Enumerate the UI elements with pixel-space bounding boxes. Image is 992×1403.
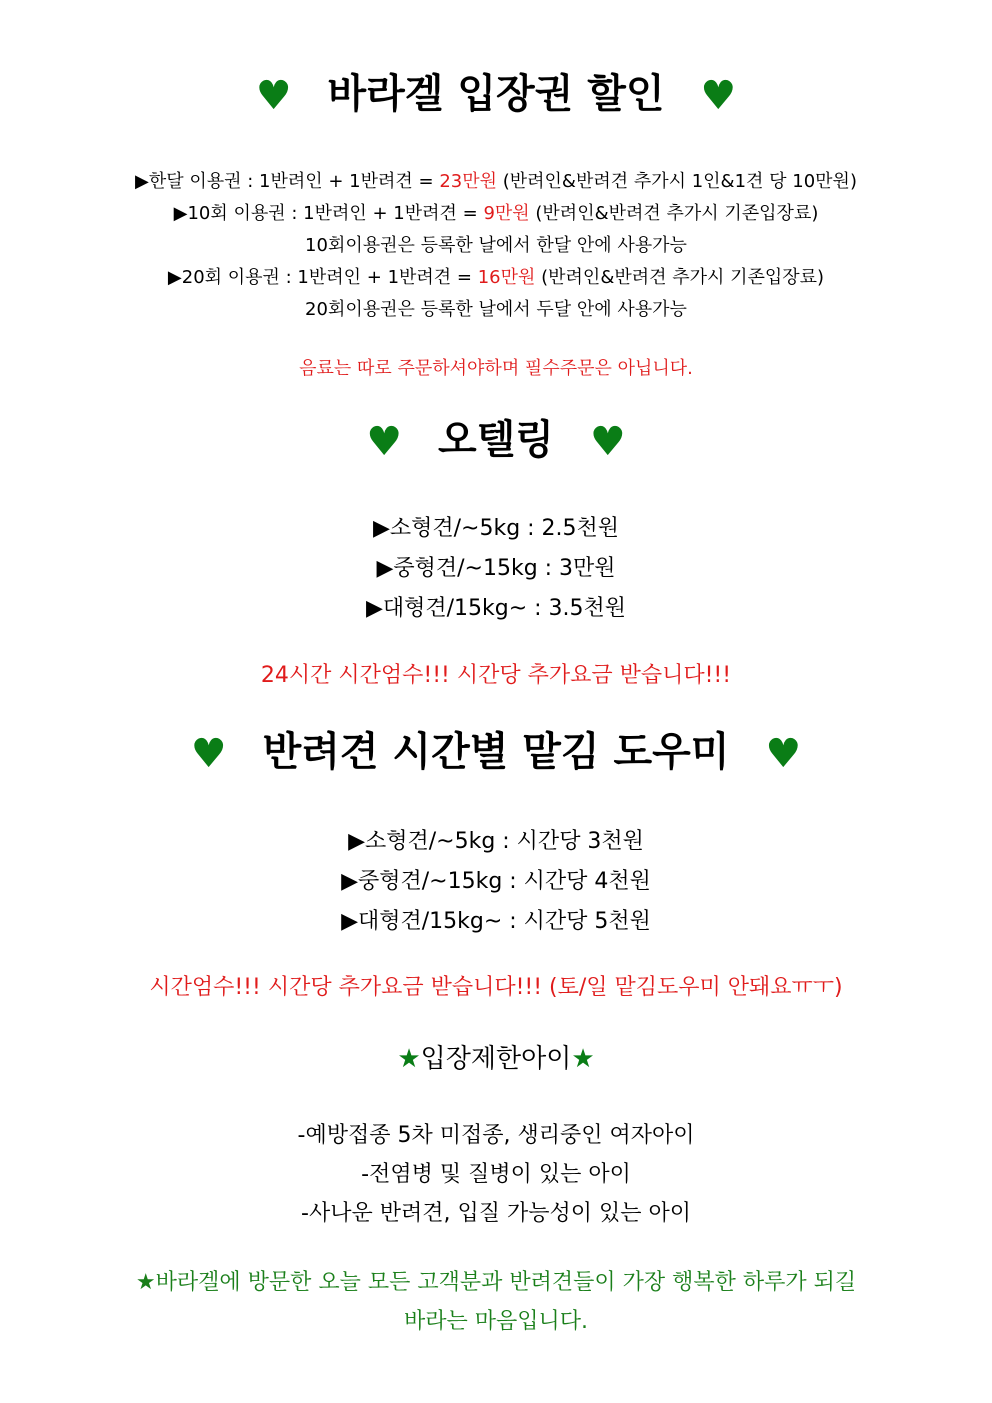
price-line-20-validity xyxy=(0,295,992,321)
care-note: 시간엄수!!! 시간당 추가요금 받습니다!!! (토/일 맡김도우미 안돼요ㅠㅜ) xyxy=(149,975,843,1000)
price-value: 9만원 xyxy=(483,203,530,224)
restriction-title: 입장제한아이 xyxy=(420,1044,572,1074)
heart-icon: ♥ xyxy=(366,419,403,465)
heart-icon: ♥ xyxy=(589,419,626,465)
price-line-note: (반려인&반려견 추가시 1인&1견 당 10만원) xyxy=(497,171,857,192)
price-line-10-validity xyxy=(0,231,992,257)
price-line-10 xyxy=(0,199,992,225)
closing-line-1: ★바라겔에 방문한 오늘 모든 고객분과 반려견들이 가장 행복한 하루가 되길 xyxy=(135,1270,857,1295)
heart-icon: ♥ xyxy=(765,731,802,777)
care-item-large: ▶대형견/15kg~ : 시간당 5천원 xyxy=(341,909,651,934)
validity-text: 20회이용권은 등록한 날에서 두달 안에 사용가능 xyxy=(305,299,687,320)
heart-icon: ♥ xyxy=(255,73,292,119)
heart-icon: ♥ xyxy=(190,731,227,777)
price-line-text: ▶10회 이용권 : 1반려인 + 1반려견 = xyxy=(173,203,484,224)
section1-title: 바라겔 입장권 할인 xyxy=(327,71,665,117)
heart-icon: ♥ xyxy=(700,73,737,119)
price-line-text: ▶20회 이용권 : 1반려인 + 1반려견 = xyxy=(167,267,478,288)
price-line-note: (반려인&반려견 추가시 기존입장료) xyxy=(529,203,819,224)
restriction-item: -사나운 반려견, 입질 가능성이 있는 아이 xyxy=(301,1201,691,1226)
restriction-item: -전염병 및 질병이 있는 아이 xyxy=(361,1162,631,1187)
hotel-note: 24시간 시간엄수!!! 시간당 추가요금 받습니다!!! xyxy=(260,663,732,688)
price-line-20 xyxy=(0,263,992,289)
section3-heading xyxy=(0,720,992,777)
hotel-item-large: ▶대형견/15kg~ : 3.5천원 xyxy=(365,596,627,621)
section2-title: 오텔링 xyxy=(438,417,554,463)
drink-note: 음료는 따로 주문하셔야하며 필수주문은 아닙니다. xyxy=(299,358,693,379)
restriction-heading xyxy=(0,1038,992,1075)
price-line-note: (반려인&반려견 추가시 기존입장료) xyxy=(535,267,825,288)
restriction-item: -예방접종 5차 미접종, 생리중인 여자아이 xyxy=(297,1123,695,1148)
hotel-item-small: ▶소형견/~5kg : 2.5천원 xyxy=(372,516,620,541)
care-item-medium: ▶중형견/~15kg : 시간당 4천원 xyxy=(341,869,651,894)
star-icon: ★ xyxy=(397,1044,421,1074)
section2-heading xyxy=(0,408,992,465)
price-value: 23만원 xyxy=(439,171,497,192)
star-icon: ★ xyxy=(571,1044,595,1074)
closing-line-2: 바라는 마음입니다. xyxy=(403,1309,588,1334)
section1-heading xyxy=(0,62,992,119)
validity-text: 10회이용권은 등록한 날에서 한달 안에 사용가능 xyxy=(305,235,687,256)
price-line-monthly xyxy=(0,167,992,193)
price-value: 16만원 xyxy=(477,267,536,288)
section3-title: 반려견 시간별 맡김 도우미 xyxy=(262,729,730,775)
hotel-item-medium: ▶중형견/~15kg : 3만원 xyxy=(376,556,616,581)
care-item-small: ▶소형견/~5kg : 시간당 3천원 xyxy=(348,829,644,854)
price-line-text: ▶한달 이용권 : 1반려인 + 1반려견 = xyxy=(135,171,440,192)
